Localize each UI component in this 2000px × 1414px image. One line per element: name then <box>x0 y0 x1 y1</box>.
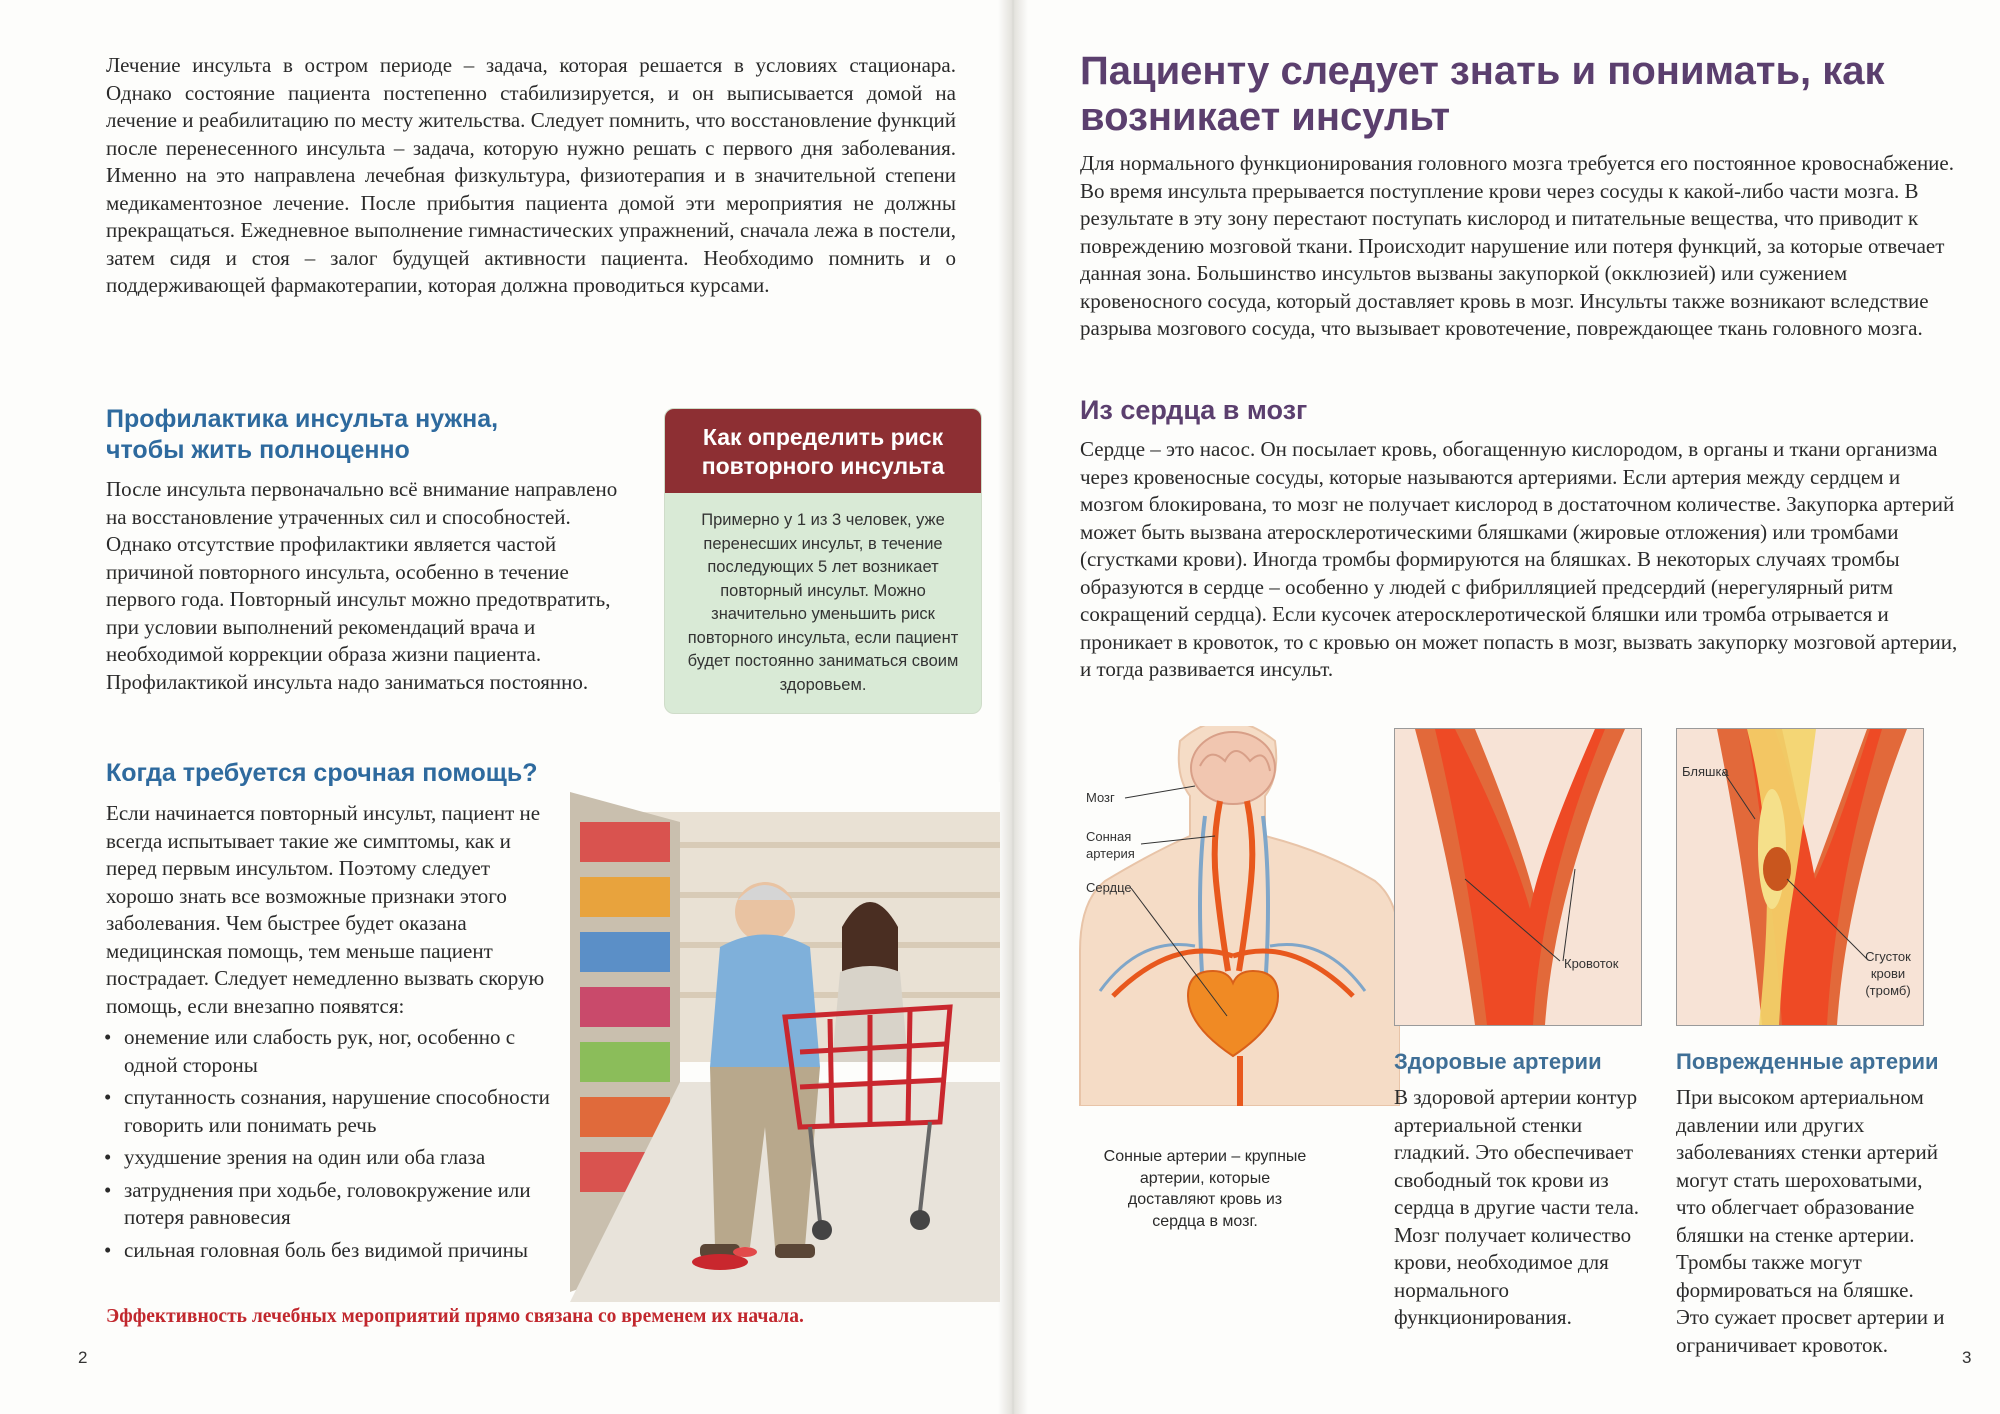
risk-box-title: Как определить риск повторного инсульта <box>665 409 981 493</box>
label-carotid: Сонная артерия <box>1086 829 1135 861</box>
bullet-icon: • <box>104 1145 112 1169</box>
bullet-icon: • <box>104 1177 112 1202</box>
supermarket-illustration <box>570 782 1000 1302</box>
healthy-heading: Здоровые артерии <box>1394 1049 1602 1074</box>
label-blood-flow: Кровоток <box>1564 956 1619 971</box>
heart-section-text: Сердце – это насос. Он посылает кровь, обогащенную кислородом, в органы и ткани организма через кровеносные сосуды, которые называются артериями. Если артерия между сердцем и мозгом блокирована, то мозг не получает кислород в достаточном количестве. Закупорка артерий может быть вызвана атеросклеротическими бляшками (жировые отложения) или тромбами (сгустками крови). Иногда тромбы формируются на бляшках. В некоторых случаях тромбы образуются в сердце – особенно у людей с фибрилляцией предсердий (нерегулярный ритм сокращений сердца). Если кусочек атеросклеротической бляшки или тромба отрывается и проникает в кровоток, то с кровью он может попасть в мозг, вызвать закупорку мозговой артерии, и тогда развивается инсульт. <box>1080 437 1958 681</box>
label-plaque: Бляшка <box>1682 764 1729 779</box>
label-heart: Сердце <box>1086 880 1132 895</box>
prevention-text: После инсульта первоначально всё внимание направлено на восстановление утраченных сил и способностей. Однако отсутствие профилактики является частой причиной повторного инсульта, особенно в течение первого года. Повторный инсульт можно предотвратить, при условии выполнений рекомендаций врача и необходимой коррекции образа жизни пациента. Профилактикой инсульта надо заниматься постоянно. <box>106 477 618 694</box>
risk-box-text: Примерно у 1 из 3 человек, уже перенесших инсульт, в течение последующих 5 лет возникает повторный инсульт. Можно значительно уменьшить риск повторного инсульта, если пациент будет постоянно заниматься своим здоровьем. <box>687 511 959 694</box>
page-title: Пациенту следует знать и понимать, как возникает инсульт <box>1080 49 1885 139</box>
right-intro-paragraph: Для нормального функционирования головного мозга требуется его постоянное кровоснабжение. Во время инсульта прерывается поступление крови через сосуды к какой-либо части мозга. В результате в эту зону перестают поступать кислород и питательные вещества, что приводит к повреждению мозговой ткани. Происходит нарушение или потеря функций, за которые отвечает данная зона. Большинство инсультов вызваны закупоркой (окклюзией) или сужением кровеносного сосуда, который доставляет кровь в мозг. Инсульты также возникают вследствие разрыва мозгового сосуда, что вызывает кровотечение, повреждающее ткань головного мозга. <box>1080 151 1954 340</box>
prevention-heading: Профилактика инсульта нужна, чтобы жить полноценно <box>106 405 499 464</box>
damaged-heading: Поврежденные артерии <box>1676 1049 1939 1074</box>
healthy-artery-panel <box>1394 728 1642 1026</box>
bullet-icon: • <box>104 1237 112 1262</box>
intro-paragraph: Лечение инсульта в остром периоде – задача, которая решается в условиях стационара. Однако состояние пациента постепенно стабилизируется, и он выписывается домой на лечение и реабилитацию по месту жительства. Следует помнить, что восстановление функций после перенесенного инсульта – задача, которую нужно решать с первого дня заболевания. Именно на это направлена лечебная физкультура, физиотерапия и в значительной степени медикаментозное лечение. После прибытия пациента домой эти мероприятия не должны прекращаться. Ежедневное выполнение гимнастических упражнений, сначала лежа в постели, затем сидя и стоя – залог будущей активности пациента. Необходимо помнить и о поддерживающей фармакотерапии, которая должна проводиться курсами. <box>106 53 956 297</box>
label-brain: Мозг <box>1086 790 1115 805</box>
bullet-icon: • <box>104 1025 112 1049</box>
symptom-list <box>104 1024 564 1269</box>
list-item: • ухудшение зрения на один или оба глаза <box>104 1144 564 1172</box>
healthy-text: В здоровой артерии контур артериальной стенки гладкий. Это обеспечивает свободный ток крови из сердца в другие части тела. Мозг получает количество крови, необходимое для нормального функционирования. <box>1394 1085 1640 1329</box>
page-number-left: 2 <box>78 1348 88 1367</box>
label-clot: Сгусток крови (тромб) <box>1865 949 1911 998</box>
bottom-note: Эффективность лечебных мероприятий прямо связана со временем их начала. <box>106 1306 804 1327</box>
urgent-text: Если начинается повторный инсульт, пациент не всегда испытывает такие же симптомы, как и перед первым инсультом. Поэтому следует хорошо знать все возможные признаки этого заболевания. Чем быстрее будет оказана медицинская помощь, тем меньше пациент пострадает. Следует немедленно вызвать скорую помощь, если внезапно появятся: <box>106 801 545 1018</box>
list-item: • спутанность сознания, нарушение способности говорить или понимать речь <box>104 1085 550 1137</box>
page-number-right: 3 <box>1962 1348 1972 1367</box>
bullet-icon: • <box>104 1085 112 1109</box>
list-item: • сильная головная боль без видимой причины <box>104 1237 564 1265</box>
list-item: • затруднения при ходьбе, головокружение или потеря равновесия <box>104 1177 531 1229</box>
risk-box <box>664 408 982 714</box>
damaged-text: При высоком артериальном давлении или других заболеваниях стенки артерий могут стать шероховатыми, что облегчает образование бляшки на стенке артерии. Тромбы также могут формироваться на бляшке. Это сужает просвет артерии и ограничивает кровоток. <box>1676 1085 1945 1357</box>
book-spine <box>998 0 1028 1414</box>
healthy-artery-illustration <box>1395 729 1641 1025</box>
body-diagram-caption: Сонные артерии – крупные артерии, которые доставляют кровь из сердца в мозг. <box>1103 1148 1307 1230</box>
heart-section-heading: Из сердца в мозг <box>1080 395 1308 425</box>
urgent-heading: Когда требуется срочная помощь? <box>106 759 538 787</box>
list-item: • онемение или слабость рук, ног, особенно с одной стороны <box>104 1025 516 1077</box>
body-diagram <box>1065 726 1400 1106</box>
